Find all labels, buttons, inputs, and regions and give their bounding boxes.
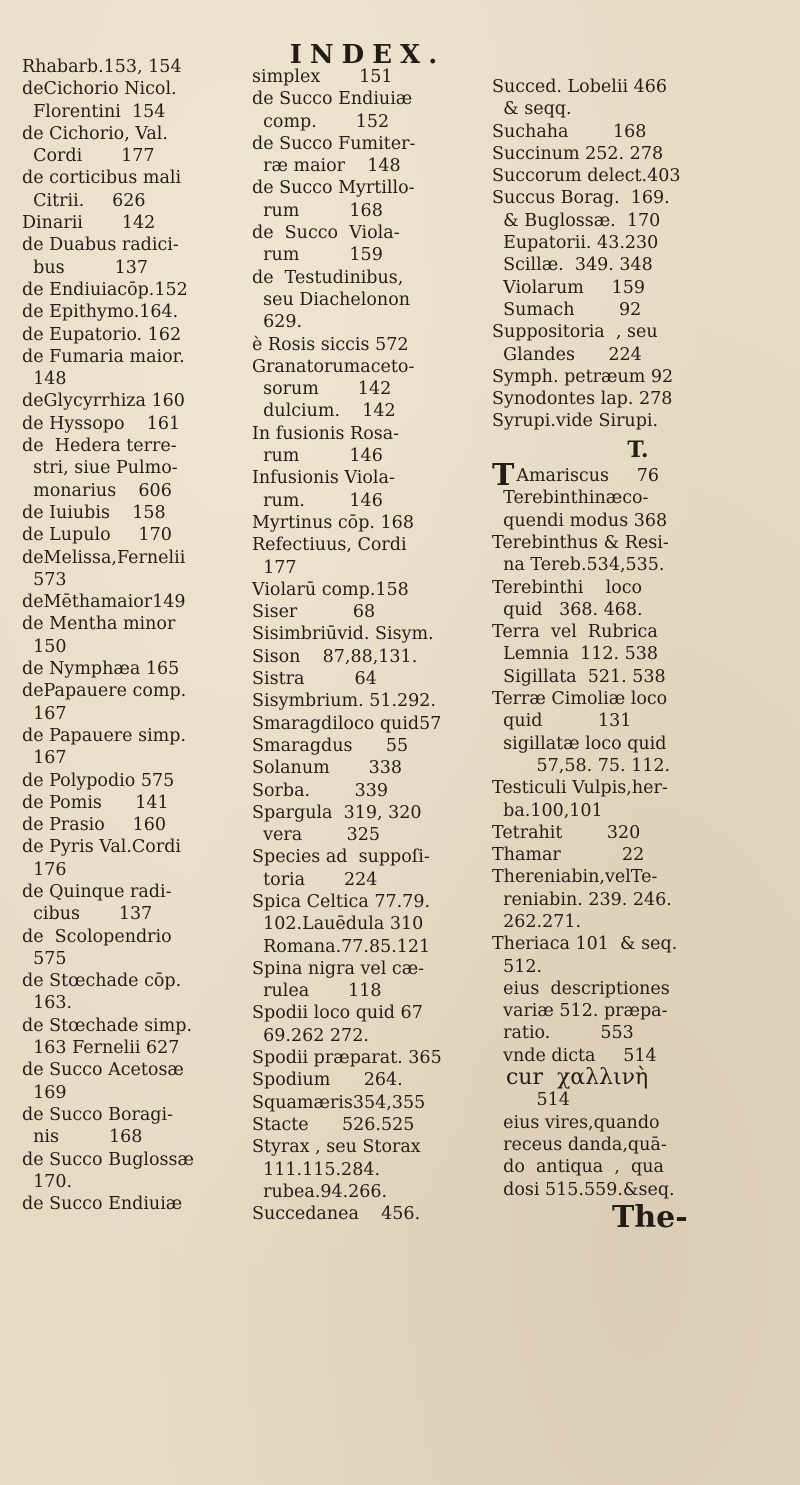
index-entry-line: de Papauere simp.	[22, 725, 187, 746]
index-entry-line: Spodii loco quid 67	[252, 1003, 423, 1024]
index-entry-line: Glandes 224	[492, 344, 642, 365]
index-entry-line: deMelissa,Fernelii	[22, 547, 186, 568]
index-entry-line: Styrax , seu Storax	[252, 1137, 421, 1158]
index-entry-line: 167	[22, 703, 67, 724]
index-entry-line: eius descriptiones	[492, 978, 670, 999]
index-entry-line: Rhabarb.153, 154	[22, 57, 182, 77]
index-column-3	[492, 76, 784, 1235]
index-entry-line: 512.	[492, 956, 543, 977]
index-entry-line: na Tereb.534,535.	[492, 555, 665, 576]
index-entry-line: Lemnia 112. 538	[492, 644, 659, 665]
index-entry-line: sorum 142	[252, 379, 392, 400]
index-entry-line: Spodium 264.	[252, 1070, 403, 1091]
index-entry-line: de Duabus radici-	[22, 235, 179, 256]
index-entry-line: de Cichorio, Val.	[22, 123, 168, 144]
index-entry-line: Terebinthi loco	[492, 577, 643, 598]
index-entry-line: de Succo Myrtillo-	[252, 178, 415, 199]
index-entry-line: 629.	[252, 312, 303, 333]
index-entry-line: Spargula 319, 320	[252, 802, 422, 823]
index-entry-line	[492, 458, 784, 494]
index-entry-line: Terra vel Rubrica	[492, 622, 658, 643]
index-entry-line: Synodontes lap. 278	[492, 389, 673, 410]
index-entry-line: Succus Borag. 169.	[492, 188, 670, 209]
index-entry-line: de Succo Viola-	[252, 223, 400, 244]
index-entry-line: reniabin. 239. 246.	[492, 889, 672, 910]
index-entry-line: Siser 68	[252, 602, 376, 623]
index-entry-line: 69.262 272.	[252, 1025, 369, 1046]
index-entry-line: Syrupi.vide Sirupi.	[492, 411, 659, 432]
index-entry-line: 176	[22, 859, 67, 880]
index-entry-line: è Rosis siccis 572	[252, 334, 409, 355]
index-entry-line: de Stœchade simp.	[22, 1015, 193, 1036]
index-column-1	[22, 56, 240, 1215]
index-entry-line: comp. 152	[252, 111, 390, 132]
index-entry-line: de Epithymo.164.	[22, 302, 179, 323]
index-entry-line: Infusionis Viola-	[252, 468, 395, 489]
index-entry-line: 102.Lauēdula 310	[252, 914, 424, 935]
index-entry-line: Citrii. 626	[22, 190, 146, 211]
index-entry-line: 170.	[22, 1171, 73, 1192]
index-entry-line: Eupatorii. 43.230	[492, 233, 659, 254]
index-entry-line: In fusionis Rosa-	[252, 423, 400, 444]
index-entry-line: de Nymphæa 165	[22, 659, 180, 680]
index-entry-line: 57,58. 75. 112.	[492, 755, 671, 776]
index-entry-line: rubea.94.266.	[252, 1181, 388, 1202]
index-entry-line: Terebinthinæco-	[492, 488, 649, 509]
index-entry-line: Squamæris354,355	[252, 1092, 426, 1113]
page-header: INDEX.	[289, 40, 446, 70]
index-entry-line: Smaragdus 55	[252, 735, 409, 756]
index-entry-line: 148	[22, 369, 67, 390]
index-entry-line: Stacte 526.525	[252, 1114, 415, 1135]
index-entry-line: de Succo Fumiter-	[252, 133, 416, 154]
index-entry-text: Amariscus 76	[516, 466, 660, 487]
index-entry-line: 150	[22, 636, 67, 657]
index-entry-line: Succed. Lobelii 466	[492, 77, 668, 97]
catchword: The-	[612, 1199, 688, 1235]
index-entry-line: de Hyssopo 161	[22, 413, 181, 434]
index-entry-line: Symph. petræum 92	[492, 366, 674, 387]
index-entry-line: deMēthamaior149	[22, 592, 186, 613]
index-entry-line: Sisymbrium. 51.292.	[252, 691, 436, 712]
index-entry-line: sigillatæ loco quid	[492, 733, 667, 754]
index-entry-line: deGlycyrrhiza 160	[22, 391, 185, 412]
index-entry-line: de Polypodio 575	[22, 770, 175, 791]
index-entry-line: 262.271.	[492, 911, 582, 932]
index-entry-line: simplex 151	[252, 67, 393, 87]
index-entry-line: Succedanea 456.	[252, 1204, 421, 1225]
index-entry-line: Smaragdiloco quid57	[252, 713, 442, 734]
index-entry-line: monarius 606	[22, 480, 172, 501]
section-letter-heading: T.	[627, 436, 649, 463]
index-entry-line: Sison 87,88,131.	[252, 646, 418, 667]
index-entry-line: de Iuiubis 158	[22, 502, 166, 523]
index-entry-line: de Succo Endiuiæ	[252, 89, 413, 110]
index-entry-line: Spodii præparat. 365	[252, 1048, 442, 1069]
index-entry-line: Sisimbriūvid. Sisym.	[252, 624, 434, 645]
index-entry-line: Terræ Cimoliæ loco	[492, 689, 668, 710]
index-entry-line: de Stœchade cōp.	[22, 971, 182, 992]
index-entry-line: Romana.77.85.121	[252, 936, 431, 957]
index-entry-line: Sigillata 521. 538	[492, 666, 666, 687]
index-entry-line: rum 159	[252, 245, 383, 266]
greek-word-line: cur χαλλινὴ	[492, 1065, 649, 1091]
index-entry-line: Theriaca 101 & seq.	[492, 934, 678, 955]
index-entry-line: toria 224	[252, 869, 378, 890]
index-entry-line: 177	[252, 557, 297, 578]
index-entry-line: de Endiuiacōp.152	[22, 279, 188, 300]
index-entry-line: Myrtinus cōp. 168	[252, 512, 414, 533]
index-entry-line: Succorum delect.403	[492, 166, 681, 187]
index-entry-line: Testiculi Vulpis,her-	[492, 778, 668, 799]
index-entry-line: de Eupatorio. 162	[22, 324, 182, 345]
index-entry-line: dosi 515.559.&seq.	[492, 1179, 675, 1200]
index-entry-line: 573	[22, 569, 67, 590]
index-entry-line: variæ 512. præpa-	[492, 1001, 668, 1022]
index-column-2	[252, 66, 478, 1225]
index-entry-line: de Succo Endiuiæ	[22, 1194, 183, 1215]
index-entry-line: Granatorumaceto-	[252, 356, 415, 377]
index-entry-line: bus 137	[22, 257, 149, 278]
index-entry-line: deCichorio Nicol.	[22, 79, 177, 100]
index-entry-line: eius vires,quando	[492, 1112, 660, 1133]
index-entry-line: 163.	[22, 993, 73, 1014]
index-entry-line: de Succo Boragi-	[22, 1104, 173, 1125]
index-entry-line: & seqq.	[492, 99, 572, 120]
index-entry-line: de Scolopendrio	[22, 926, 172, 947]
index-entry-line: Sorba. 339	[252, 780, 388, 801]
index-entry-line: de Testudinibus,	[252, 267, 404, 288]
index-entry-line: rum 146	[252, 446, 383, 467]
index-entry-line: Cordi 177	[22, 146, 155, 167]
drop-cap-letter: T	[492, 458, 515, 494]
index-entry-line: Solanum 338	[252, 758, 403, 779]
index-entry-line: do antiqua , qua	[492, 1157, 664, 1178]
index-entry-line: Spica Celtica 77.79.	[252, 891, 431, 912]
index-entry-line: de Prasio 160	[22, 815, 167, 836]
index-entry-line: stri, siue Pulmo-	[22, 458, 178, 479]
index-entry-line: quendi modus 368	[492, 510, 668, 531]
index-entry-line: Sistra 64	[252, 669, 377, 690]
index-entry-line: de Succo Acetosæ	[22, 1060, 184, 1081]
index-entry-line: ræ maior 148	[252, 156, 401, 177]
index-entry-line: Succinum 252. 278	[492, 143, 664, 164]
index-entry-line: ratio. 553	[492, 1023, 634, 1044]
index-entry-line: Suchaha 168	[492, 121, 647, 142]
index-entry-line: seu Diachelonon	[252, 289, 410, 310]
index-entry-line: de Succo Buglossæ	[22, 1149, 194, 1170]
index-entry-line: & Buglossæ. 170	[492, 210, 661, 231]
index-entry-line: quid 368. 468.	[492, 599, 643, 620]
index-entry-line: rum. 146	[252, 490, 383, 511]
index-entry-line: 111.115.284.	[252, 1159, 381, 1180]
index-entry-line: de Pomis 141	[22, 792, 169, 813]
index-entry-line: de Mentha minor	[22, 614, 176, 635]
index-entry-line: Spina nigra vel cæ-	[252, 958, 425, 979]
index-entry-line: 163 Fernelii 627	[22, 1038, 180, 1059]
index-entry-line: 169	[22, 1082, 67, 1103]
index-entry-line: de Quinque radi-	[22, 881, 172, 902]
index-entry-line: Thamar 22	[492, 845, 645, 866]
index-entry-line: Thereniabin,velTe-	[492, 867, 658, 888]
index-entry-line: Sumach 92	[492, 299, 642, 320]
index-entry-line: Terebinthus & Resi-	[492, 532, 669, 553]
index-entry-line: ba.100,101	[492, 800, 603, 821]
index-entry-line: rulea 118	[252, 981, 382, 1002]
index-entry-line: Suppositoria , seu	[492, 322, 658, 343]
index-entry-line: de corticibus mali	[22, 168, 182, 189]
index-entry-line: Dinarii 142	[22, 213, 156, 234]
index-entry-line: nis 168	[22, 1127, 143, 1148]
index-entry-line: quid 131	[492, 711, 632, 732]
index-entry-line: vera 325	[252, 825, 381, 846]
index-entry-line: Tetrahit 320	[492, 822, 641, 843]
index-entry-line: de Lupulo 170	[22, 525, 172, 546]
index-entry-line: receus danda,quā-	[492, 1134, 667, 1155]
index-entry-line: cibus 137	[22, 904, 153, 925]
index-entry-line: Florentini 154	[22, 101, 166, 122]
index-entry-line: Species ad suppoſi-	[252, 847, 430, 868]
index-entry-line: de Hedera terre-	[22, 436, 177, 457]
index-entry-line: dulcium. 142	[252, 401, 396, 422]
index-entry-line: rum 168	[252, 200, 383, 221]
index-entry-line: 167	[22, 748, 67, 769]
index-entry-line: Violarum 159	[492, 277, 646, 298]
index-entry-line: de Pyris Val.Cordi	[22, 837, 182, 858]
index-entry-line: vnde dicta 514	[492, 1045, 657, 1066]
index-entry-line: dePapauere comp.	[22, 681, 187, 702]
index-entry-line: Violarū comp.158	[252, 579, 409, 600]
index-entry-line: Scillæ. 349. 348	[492, 255, 653, 276]
index-entry-line: Refectiuus, Cordi	[252, 535, 407, 556]
index-entry-line: 514	[492, 1090, 570, 1111]
index-entry-line: 575	[22, 948, 67, 969]
index-entry-line: de Fumaria maior.	[22, 346, 185, 367]
